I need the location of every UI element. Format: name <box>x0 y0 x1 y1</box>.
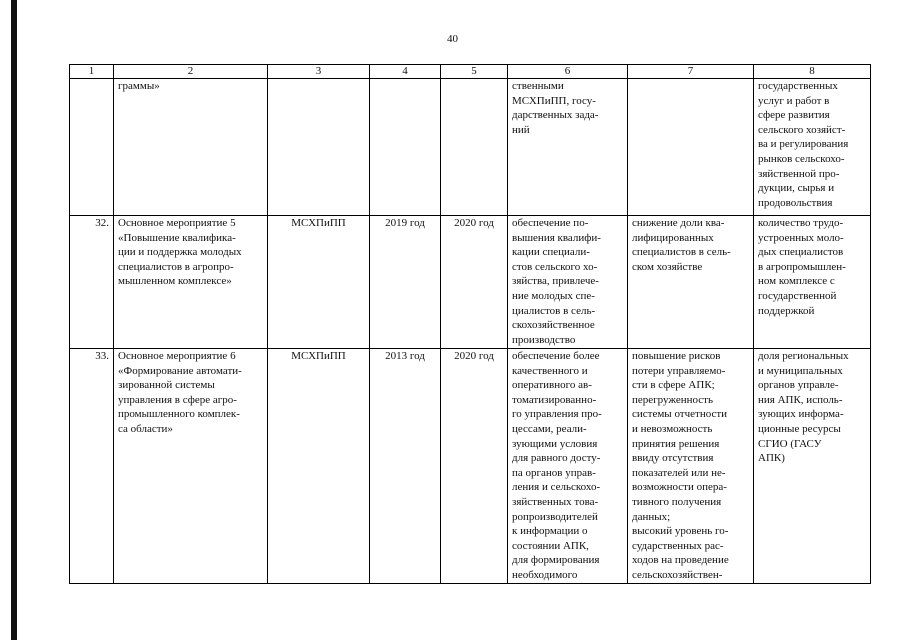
consequence-line: ском хозяйстве <box>632 260 703 273</box>
indicator-line: зяйственной про- <box>758 167 840 180</box>
consequence-line: тивного получения <box>632 495 722 508</box>
measure-name-line: «Повышение квалифика- <box>118 231 236 244</box>
indicator-line: в агропромышлен- <box>758 260 846 273</box>
result-line: производство <box>512 333 576 346</box>
result-line: ления и сельскохо- <box>512 481 601 494</box>
indicator-line: услуг и работ в <box>758 94 830 107</box>
column-header: 1 <box>70 65 114 79</box>
result-line: томатизированно- <box>512 393 597 406</box>
table-row <box>70 79 871 216</box>
result-line: зяйства, привлече- <box>512 275 599 288</box>
table-row <box>70 349 871 584</box>
consequence-line: системы отчетности <box>632 408 728 421</box>
start-year-cell: 2019 год <box>370 216 441 349</box>
column-header: 7 <box>628 65 754 79</box>
consequences-cell <box>628 79 754 216</box>
consequence-line: и невозможность <box>632 422 713 435</box>
end-year-cell <box>441 79 508 216</box>
measure-name-line: мышленном комплексе» <box>118 275 232 288</box>
column-header: 5 <box>441 65 508 79</box>
result-line: дарственных зада- <box>512 109 599 122</box>
result-line: к информации о <box>512 525 588 538</box>
consequence-line: специалистов в сель- <box>632 246 731 259</box>
measure-name-line: управления в сфере агро- <box>118 393 237 406</box>
result-line: качественного и <box>512 364 588 377</box>
measure-name-cell <box>114 349 268 584</box>
indicator-line: ном комплексе с <box>758 275 835 288</box>
consequence-line: сударственных рас- <box>632 539 724 552</box>
consequence-line: принятия решения <box>632 437 720 450</box>
end-year-cell: 2020 год <box>441 349 508 584</box>
indicator-line: дых специалистов <box>758 246 844 259</box>
row-number: 32. <box>70 216 114 349</box>
result-line: зующими условия <box>512 437 598 450</box>
result-line: кации специали- <box>512 246 590 259</box>
consequence-line: повышение рисков <box>632 350 721 362</box>
result-line: для равного досту- <box>512 452 601 465</box>
consequence-line: высокий уровень го- <box>632 525 729 538</box>
executor-cell: МСХПиПП <box>268 349 370 584</box>
end-year-cell: 2020 год <box>441 216 508 349</box>
measure-name-line: са области» <box>118 422 173 435</box>
indicator-line: дукции, сырья и <box>758 182 835 195</box>
result-line: ственными <box>512 80 564 92</box>
measure-name-line: Основное мероприятие 5 <box>118 217 236 229</box>
result-line: ропроизводителей <box>512 510 598 523</box>
expected-result-cell <box>508 349 628 584</box>
consequence-line: возможности опера- <box>632 481 727 494</box>
indicator-line: зующих информа- <box>758 408 844 421</box>
measure-name-line: ции и поддержка молодых <box>118 246 242 259</box>
indicator-line: государственной <box>758 289 837 302</box>
indicators-cell <box>754 349 871 584</box>
result-line: ний <box>512 123 530 136</box>
row-number: 33. <box>70 349 114 584</box>
measure-name-line: Основное мероприятие 6 <box>118 350 236 362</box>
column-header: 2 <box>114 65 268 79</box>
consequence-line: ввиду отсутствия <box>632 452 714 465</box>
indicator-line: ва и регулирования <box>758 138 849 151</box>
row-number <box>70 79 114 216</box>
measure-name-line: промышленного комплек- <box>118 408 240 421</box>
result-line: скохозяйственное <box>512 319 595 332</box>
indicator-line: и муниципальных <box>758 364 843 377</box>
result-line: цессами, реали- <box>512 422 587 435</box>
consequence-line: лифицированных <box>632 231 714 244</box>
indicator-line: АПК) <box>758 452 785 465</box>
indicator-line: рынков сельскохо- <box>758 152 845 165</box>
start-year-cell: 2013 год <box>370 349 441 584</box>
measure-name-line: специалистов в агропро- <box>118 260 234 273</box>
indicator-line: сельского хозяйст- <box>758 123 846 136</box>
indicator-line: устроенных моло- <box>758 231 844 244</box>
indicators-cell <box>754 79 871 216</box>
indicator-line: поддержкой <box>758 304 815 317</box>
page-number: 40 <box>447 33 458 45</box>
result-line: зяйственных това- <box>512 495 599 508</box>
consequence-line: снижение доли ква- <box>632 217 725 229</box>
result-line: па органов управ- <box>512 466 596 479</box>
executor-cell <box>268 79 370 216</box>
table-row <box>70 216 871 349</box>
indicator-line: ния АПК, исполь- <box>758 393 843 406</box>
column-header: 4 <box>370 65 441 79</box>
consequence-line: потери управляемо- <box>632 364 726 377</box>
column-header: 3 <box>268 65 370 79</box>
measure-name-line: зированной системы <box>118 379 215 392</box>
column-header: 8 <box>754 65 871 79</box>
measure-name-cell <box>114 216 268 349</box>
column-header: 6 <box>508 65 628 79</box>
result-line: состоянии АПК, <box>512 539 589 552</box>
result-line: обеспечение по- <box>512 217 589 229</box>
result-line: стов сельского хо- <box>512 260 598 273</box>
consequence-line: сти в сфере АПК; <box>632 379 715 392</box>
result-line: циалистов в сель- <box>512 304 596 317</box>
indicator-line: продовольствия <box>758 196 833 209</box>
result-line: оперативного ав- <box>512 379 592 392</box>
binding-margin-bar <box>11 0 17 640</box>
executor-cell: МСХПиПП <box>268 216 370 349</box>
result-line: МСХПиПП, госу- <box>512 94 596 107</box>
indicator-line: сфере развития <box>758 109 830 122</box>
indicator-line: доля региональных <box>758 350 849 362</box>
program-measures-table <box>69 64 871 584</box>
indicator-line: государственных <box>758 80 838 92</box>
measure-name-line: граммы» <box>118 80 160 92</box>
consequence-line: показателей или не- <box>632 466 726 479</box>
consequence-line: ходов на проведение <box>632 554 729 567</box>
consequences-cell <box>628 349 754 584</box>
indicator-line: количество трудо- <box>758 217 844 229</box>
consequences-cell <box>628 216 754 349</box>
consequence-line: перегруженность <box>632 393 713 406</box>
result-line: для формирования <box>512 554 600 567</box>
measure-name-cell <box>114 79 268 216</box>
result-line: необходимого <box>512 568 578 581</box>
measure-name-line: «Формирование автомати- <box>118 364 242 377</box>
expected-result-cell <box>508 216 628 349</box>
indicators-cell <box>754 216 871 349</box>
column-number-row <box>70 65 871 79</box>
indicator-line: СГИО (ГАСУ <box>758 437 822 450</box>
start-year-cell <box>370 79 441 216</box>
indicator-line: органов управле- <box>758 379 839 392</box>
expected-result-cell <box>508 79 628 216</box>
result-line: го управления про- <box>512 408 602 421</box>
consequence-line: данных; <box>632 510 671 523</box>
indicator-line: ционные ресурсы <box>758 422 841 435</box>
result-line: ние молодых спе- <box>512 289 595 302</box>
consequence-line: сельскохозяйствен- <box>632 568 723 581</box>
result-line: вышения квалифи- <box>512 231 601 244</box>
result-line: обеспечение более <box>512 350 600 362</box>
